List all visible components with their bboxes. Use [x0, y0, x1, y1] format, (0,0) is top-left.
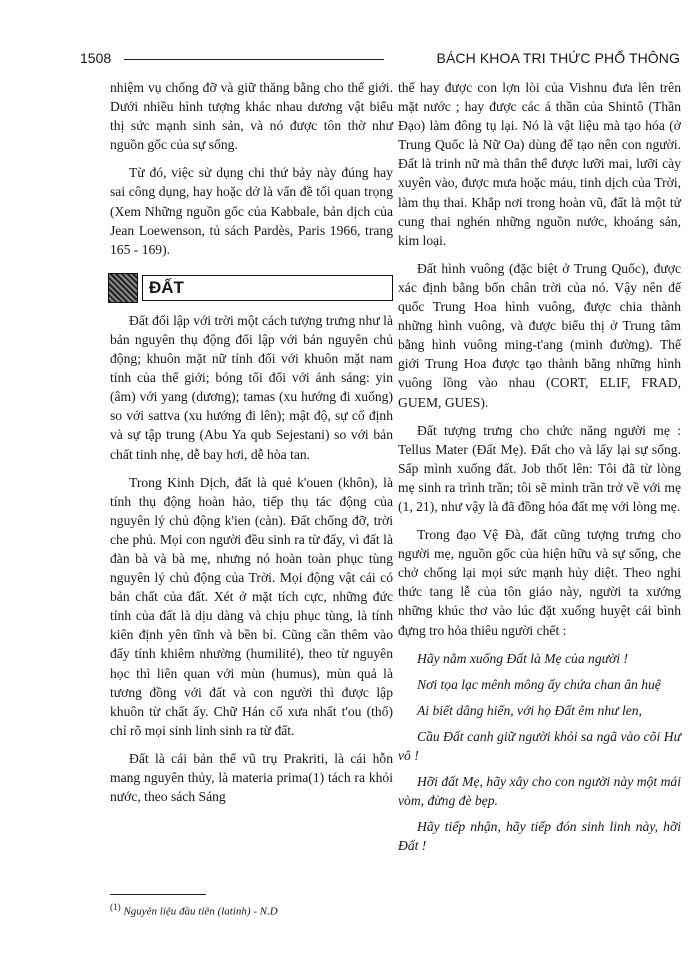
footnote-rule: [110, 894, 206, 895]
left-column: [110, 78, 393, 815]
poem-line: Ai biết dâng hiến, với họ Đất êm như len,: [417, 702, 642, 718]
paragraph: Trong Kinh Dịch, đất là quẻ k'ouen (khôn), là tính thụ động hoàn hảo, tiếp thụ tác động của nguyên lý chủ động k'ien (càn). Đất chống đỡ, trời che phủ. Mọi con người đều sinh ra từ đấy, vì đất là đàn bà và bà mẹ, nhưng nó hoàn toàn phục tùng nguyên lý chủ động của Trời. Mọi động vật cái có bản chất của đất. Xét ở mặt tích cực, những đức tính của đất là dịu dàng và chịu phục tùng, là tính kiên định yên tĩnh và bền bỉ. Cũng cần thêm vào đấy tính khiêm nhường (humilité), theo từ nguyên học thì liên quan với mùn (humus), mùn quả là tương đồng với đất và con người thì được lập khuôn từ chất ấy. Chữ Hán cổ xưa nhất t'ou (thổ) chỉ rõ mọi sinh linh sinh ra từ đất.: [110, 474, 393, 738]
poem-line: Hãy tiếp nhận, hãy tiếp đón sinh linh này, hỡi Đất !: [398, 819, 681, 854]
paragraph: Đất đối lập với trời một cách tượng trưng như là bản nguyên thụ động đối lập với bản nguyên chủ động; khuôn mặt nữ tính đối với khuôn mặt nam tính của thế giới; bóng tối đối với ánh sáng: yin (âm) với yang (dương); tamas (xu hướng đi xuống) so với sattva (xu hướng đi lên); mật độ, sự cố định và sự tập trung (Abu Ya qub Sejestani) so với bản chất tinh nhẹ, dễ bay hơi, dễ hòa tan.: [110, 312, 393, 462]
section-heading: [108, 273, 393, 303]
paragraph: Trong đạo Vệ Đà, đất cũng tượng trưng cho người mẹ, nguồn gốc của hiện hữu và sự sống, che chở chống lại mọi sức mạnh hủy diệt. Theo nghi thức tang lễ của tôn giáo này, người ta xướng những khúc thơ vào lúc đặt xuống huyệt cái bình đựng tro hỏa thiêu người chết :: [398, 527, 681, 638]
poem-line: Hãy nằm xuống Đất là Mẹ của người !: [417, 650, 628, 666]
footnote: [110, 902, 278, 918]
header-rule: [124, 59, 384, 60]
right-column: [398, 78, 681, 862]
paragraph: thế hay được con lợn lòi của Vishnu đưa lên trên mặt nước ; hay được các á thần của Shintô (Thần Đạo) làm đông tụ lại. Nó là vật liệu mà tạo hóa (ở Trung Quốc là Nữ Oa) dùng để tạo nên con người. Đất là trinh nữ mà thân thể được lưỡi mai, lưỡi cày xuyên vào, được mưa hoặc máu, tinh dịch của Trời, làm thụ thai. Khắp nơi trong hoàn vũ, đất là một tử cung thai nghén những nguồn nước, khoáng sản, kim loại.: [398, 80, 681, 248]
page-header: [80, 50, 680, 72]
poem-line: Cầu Đất canh giữ người khỏi sa ngã vào cõi Hư vô !: [398, 728, 681, 763]
poem-line: Hỡi đất Mẹ, hãy xây cho con người này một mái vòm, đừng đè bẹp.: [398, 774, 681, 809]
footnote-marker: (1): [110, 902, 121, 912]
footnote-text: Nguyên liệu đầu tiên (latinh) - N.D: [123, 905, 278, 918]
page-number: 1508: [80, 50, 112, 66]
section-title: ĐẤT: [142, 275, 393, 301]
paragraph: Đất là cái bản thể vũ trụ Prakriti, là cái hỗn mang nguyên thủy, là materia prima(1) tách ra khỏi nước, theo sách Sáng: [110, 750, 393, 805]
paragraph: Từ đó, việc sử dụng chi thứ bảy này đúng hay sai công dụng, hay hoặc dở là vấn đề tối quan trọng (Xem Những nguồn gốc của Kabbale, bản dịch của Jean Loewenson, tủ sách Pardès, Paris 1966, trang 165 - 169).: [110, 165, 393, 257]
running-title: BÁCH KHOA TRI THỨC PHỔ THÔNG: [436, 50, 680, 66]
paragraph: nhiệm vụ chống đỡ và giữ thăng bằng cho thế giới. Dưới nhiều hình tượng khác nhau dương vật biểu thị sức mạnh sinh sản, và nó được tôn thờ như nguồn gốc của sự sống.: [110, 80, 393, 153]
poem-line: Nơi tọa lạc mênh mông ấy chứa chan ân huệ: [417, 676, 661, 692]
section-ornament-icon: [108, 273, 138, 303]
paragraph: Đất tượng trưng cho chức năng người mẹ : Tellus Mater (Đất Mẹ). Đất cho và lấy lại sự sống. Sấp mình xuống đất. Job thốt lên: Tôi đã từ lòng mẹ sinh ra trình trần; tôi sẽ mình trần trở về với mẹ (1, 21), như vậy là đã đồng hóa đất mẹ với lòng mẹ.: [398, 422, 681, 514]
paragraph: Đất hình vuông (đặc biệt ở Trung Quốc), được xác định bằng bốn chân trời của nó. Vậy nên đế quốc Trung Hoa hình vuông, được chia thành những hình vuông, và được biểu thị ở Trung tâm bằng hình vuông ming-t'ang (minh đường). Thế giới Trung Hoa được tạo thành bằng những hình vuông lồng vào nhau (CORT, ELIF, FRAD, GUEM, GUES).: [398, 260, 681, 410]
